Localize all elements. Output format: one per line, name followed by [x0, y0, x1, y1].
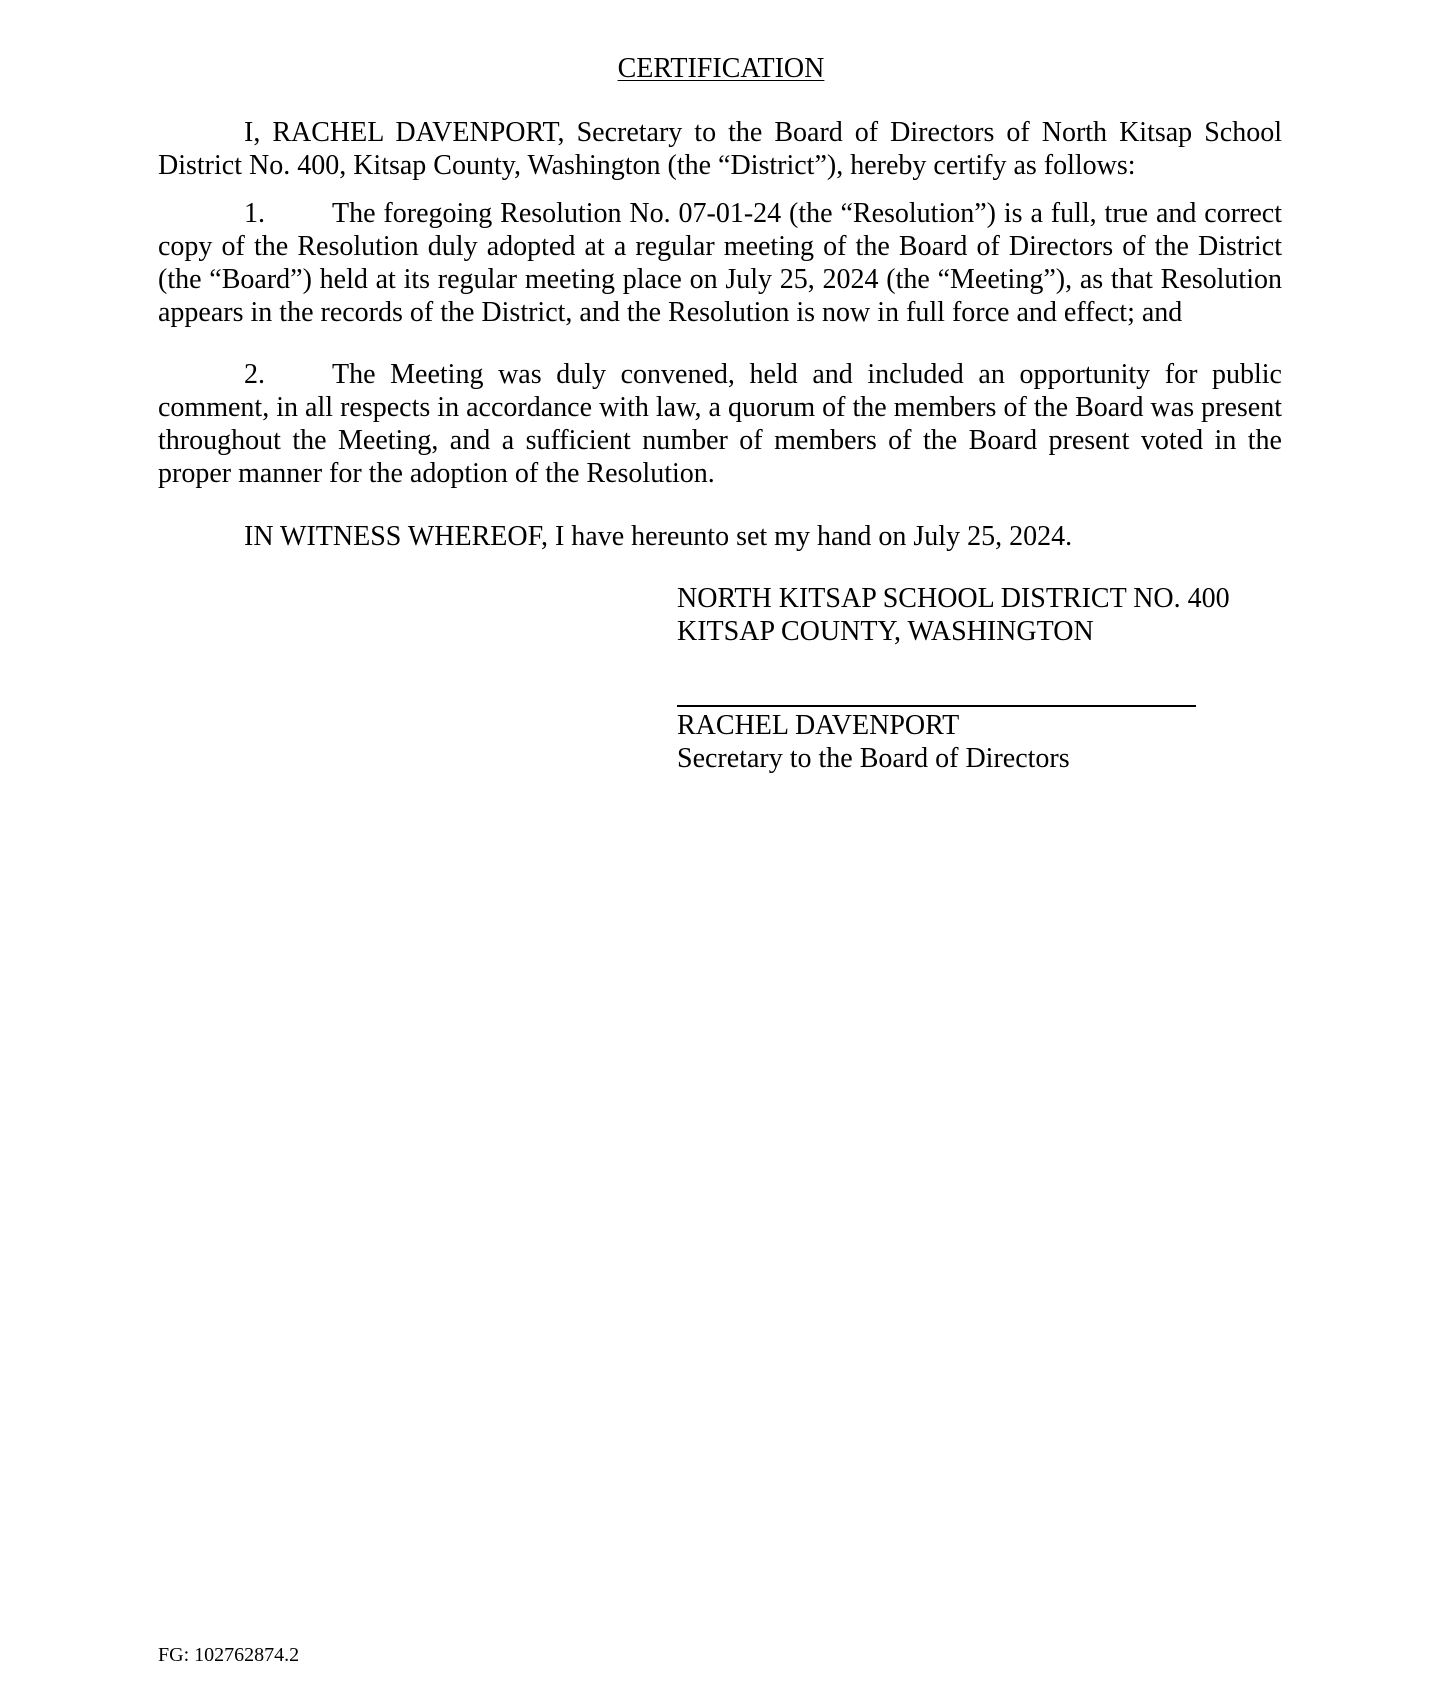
paragraph-text: The foregoing Resolution No. 07-01-24 (the “Resolution”) is a full, true and correct copy of the Resolution duly adopted at a regular meeting of the Board of Directors of the District (the “Board”) held at its regular meeting place on July 25, 2024 (the “Meeting”), as that Resolution appears in the records of the District, and the Resolution is now in full force and effect; and — [158, 198, 1282, 328]
certification-title: CERTIFICATION — [617, 53, 825, 84]
intro-text: I, RACHEL DAVENPORT, Secretary to the Board of Directors of North Kitsap School District No. 400, Kitsap County, Washington (the “District”), hereby certify as follows: — [158, 117, 1282, 181]
numbered-paragraph-2 — [158, 358, 1282, 490]
district-name: NORTH KITSAP SCHOOL DISTRICT NO. 400 — [677, 583, 1230, 614]
paragraph-number: 2. — [244, 359, 265, 390]
signer-block — [677, 709, 1070, 775]
signature-line — [677, 705, 1196, 707]
signer-title: Secretary to the Board of Directors — [677, 743, 1070, 774]
paragraph-number: 1. — [244, 198, 265, 229]
witness-statement: IN WITNESS WHEREOF, I have hereunto set my hand on July 25, 2024. — [244, 521, 1073, 552]
district-county: KITSAP COUNTY, WASHINGTON — [677, 616, 1094, 647]
intro-paragraph — [158, 116, 1282, 182]
paragraph-text: The Meeting was duly convened, held and included an opportunity for public comment, in all respects in accordance with law, a quorum of the members of the Board was present throughout the Meeting, and a sufficient number of members of the Board present voted in the proper manner for the adoption of the Resolution. — [158, 359, 1282, 489]
document-footer-id: FG: 102762874.2 — [158, 1644, 300, 1666]
numbered-paragraph-1 — [158, 197, 1282, 329]
district-block — [677, 582, 1230, 648]
signer-name: RACHEL DAVENPORT — [677, 710, 960, 741]
